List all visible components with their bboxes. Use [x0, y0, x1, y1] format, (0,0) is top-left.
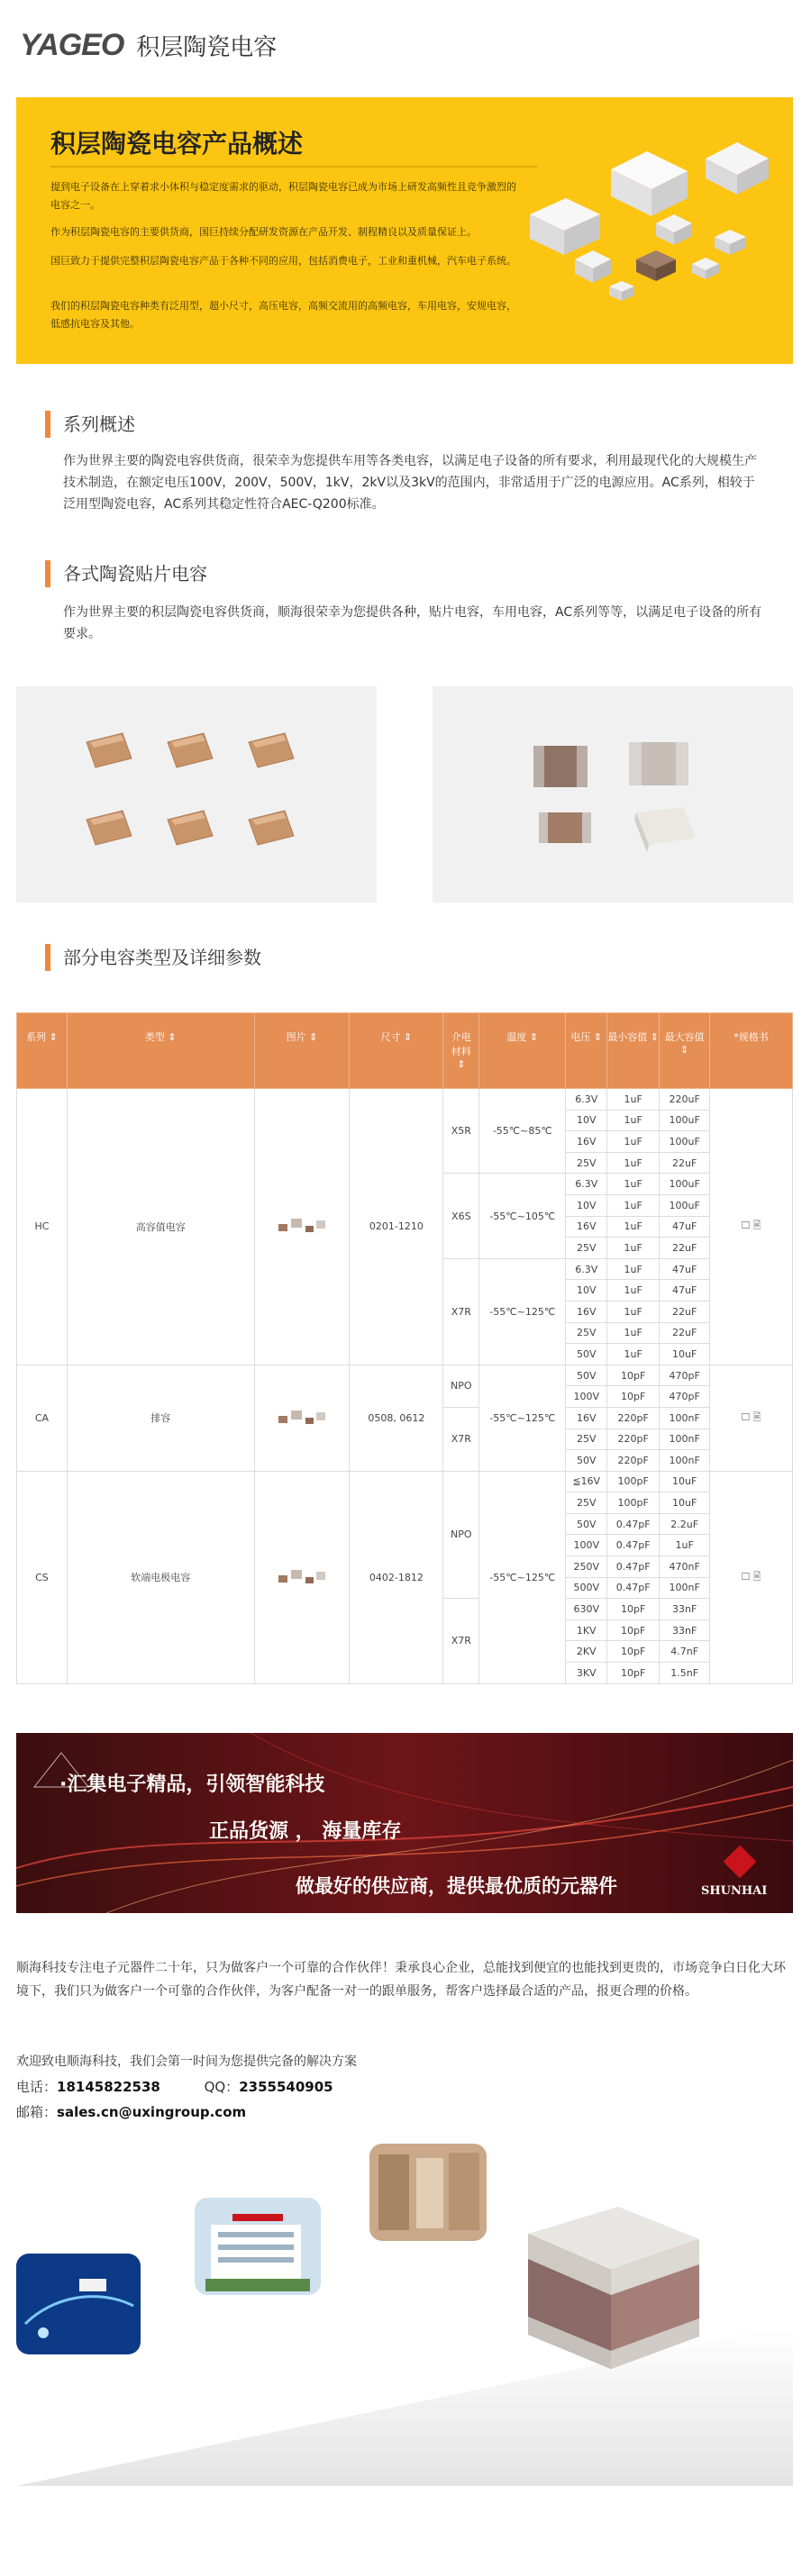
- col-size[interactable]: 尺寸 ⇕: [350, 1013, 443, 1089]
- cell-spec[interactable]: ☐ 🖹: [710, 1089, 793, 1365]
- cell-voltage: 6.3V: [566, 1089, 607, 1111]
- cell-type: 高容值电容: [67, 1089, 254, 1365]
- cell-voltage: 630V: [566, 1599, 607, 1620]
- cell-dielectric: X7R: [443, 1258, 479, 1365]
- cell-voltage: 6.3V: [566, 1258, 607, 1280]
- chip-small: [656, 214, 692, 245]
- cell-max-cap: 22uF: [660, 1322, 710, 1344]
- section-title-smd: 各式陶瓷贴片电容: [45, 560, 207, 587]
- cell-min-cap: 1uF: [607, 1238, 660, 1259]
- cell-min-cap: 10pF: [607, 1641, 660, 1663]
- cell-min-cap: 0.47pF: [607, 1577, 660, 1599]
- chip-grey: [629, 742, 688, 785]
- cell-voltage: 50V: [566, 1365, 607, 1386]
- cell-size: 0201-1210: [350, 1089, 443, 1365]
- cell-max-cap: 100uF: [660, 1194, 710, 1216]
- cell-voltage: 25V: [566, 1152, 607, 1174]
- cell-series: CA: [17, 1365, 68, 1471]
- cell-dielectric: NPO: [443, 1365, 479, 1407]
- cell-voltage: 50V: [566, 1450, 607, 1472]
- cell-min-cap: 1uF: [607, 1089, 660, 1111]
- page-header: [0, 0, 811, 90]
- chip-large: [611, 151, 688, 216]
- capacitor-thumbnail: [275, 1563, 329, 1590]
- cell-max-cap: 22uF: [660, 1301, 710, 1322]
- cell-size: 0402-1812: [350, 1471, 443, 1683]
- cell-image: [254, 1089, 350, 1365]
- cell-voltage: 500V: [566, 1577, 607, 1599]
- section-title-series: 系列概述: [45, 411, 135, 438]
- cell-min-cap: 1uF: [607, 1152, 660, 1174]
- warehouse-photo: [369, 2144, 487, 2241]
- cell-dielectric: X5R: [443, 1089, 479, 1174]
- large-capacitor-image: [528, 2207, 699, 2369]
- cell-min-cap: 0.47pF: [607, 1513, 660, 1535]
- cell-voltage: 16V: [566, 1216, 607, 1238]
- product-photo-right: [433, 686, 793, 903]
- cell-max-cap: 470nF: [660, 1556, 710, 1578]
- cell-max-cap: 10uF: [660, 1492, 710, 1514]
- cell-dielectric: X7R: [443, 1599, 479, 1683]
- chip-brown: [539, 812, 591, 843]
- col-type[interactable]: 类型 ⇕: [67, 1013, 254, 1089]
- header-label: 最大容值: [664, 1031, 705, 1043]
- cell-dielectric: NPO: [443, 1471, 479, 1599]
- cell-min-cap: 1uF: [607, 1110, 660, 1131]
- hero-paragraph: 国巨致力于提供完整积层陶瓷电容产品于各种不同的应用，包括消费电子，工业和重机械，汽车电子系统。: [50, 255, 516, 267]
- header-label: 系列: [26, 1031, 47, 1043]
- cell-voltage: 1KV: [566, 1619, 607, 1641]
- hero-paragraph: 作为积层陶瓷电容的主要供货商，国巨持续分配研发资源在产品开发、制程精良以及质量保证上。: [50, 226, 477, 238]
- cell-dielectric: X6S: [443, 1174, 479, 1258]
- chip-array: [87, 733, 294, 845]
- cell-temp: -55℃~125℃: [479, 1258, 566, 1365]
- phone-line: [16, 2077, 333, 2096]
- cell-min-cap: 1uF: [607, 1322, 660, 1344]
- building-photo: [195, 2198, 321, 2295]
- smd-text: 作为世界主要的积层陶瓷电容供货商，顺海很荣幸为您提供各种，贴片电容，车用电容，AC系列等等，以满足电子设备的所有要求。: [63, 605, 762, 641]
- cell-min-cap: 220pF: [607, 1429, 660, 1450]
- cell-temp: -55℃~125℃: [479, 1471, 566, 1683]
- cell-min-cap: 10pF: [607, 1386, 660, 1408]
- cell-voltage: 16V: [566, 1301, 607, 1322]
- cell-min-cap: 1uF: [607, 1301, 660, 1322]
- chip-small: [575, 250, 611, 283]
- cell-max-cap: 100uF: [660, 1174, 710, 1195]
- cell-temp: -55℃~125℃: [479, 1365, 566, 1471]
- cell-voltage: 6.3V: [566, 1174, 607, 1195]
- col-series[interactable]: 系列 ⇕: [17, 1013, 68, 1089]
- banner-slogan-1: ·汇集电子精品，引领智能科技: [59, 1773, 325, 1796]
- cell-voltage: 16V: [566, 1131, 607, 1153]
- table-row: [17, 1471, 793, 1492]
- header-label: *规格书: [734, 1031, 769, 1043]
- cell-min-cap: 10pF: [607, 1365, 660, 1386]
- cell-dielectric: X7R: [443, 1407, 479, 1471]
- header-label: 温度: [506, 1031, 527, 1043]
- cell-voltage: 50V: [566, 1513, 607, 1535]
- cell-voltage: 10V: [566, 1280, 607, 1302]
- cell-max-cap: 100nF: [660, 1407, 710, 1429]
- phone-number[interactable]: 18145822538: [57, 2079, 160, 2095]
- email-address[interactable]: sales.cn@uxingroup.com: [57, 2104, 247, 2120]
- table-row: [17, 1089, 793, 1111]
- welcome-text: 欢迎致电顺海科技，我们会第一时间为您提供完备的解决方案: [16, 2054, 357, 2069]
- cell-min-cap: 1uF: [607, 1131, 660, 1153]
- email-line: [16, 2102, 246, 2121]
- hero-paragraph: 提到电子设备在上穿着求小体积与稳定度需求的驱动，积层陶瓷电容已成为市场上研发高频性且竞争激烈的电容之一。: [50, 181, 516, 211]
- cell-min-cap: 1uF: [607, 1174, 660, 1195]
- cell-min-cap: 0.47pF: [607, 1535, 660, 1556]
- cell-max-cap: 4.7nF: [660, 1641, 710, 1663]
- cell-min-cap: 10pF: [607, 1619, 660, 1641]
- chip-small: [715, 230, 746, 255]
- header-label: 最小容值: [607, 1031, 648, 1043]
- cell-temp: -55℃~105℃: [479, 1174, 566, 1258]
- cell-series: CS: [17, 1471, 68, 1683]
- cell-size: 0508, 0612: [350, 1365, 443, 1471]
- table-header-row: [17, 1013, 793, 1089]
- col-max-cap[interactable]: 最大容值 ⇕: [660, 1013, 710, 1089]
- cell-min-cap: 1uF: [607, 1194, 660, 1216]
- cell-max-cap: 33nF: [660, 1619, 710, 1641]
- cell-max-cap: 22uF: [660, 1152, 710, 1174]
- cell-max-cap: 1.5nF: [660, 1663, 710, 1684]
- hero-paragraph: 我们的积层陶瓷电容种类有泛用型，超小尺寸，高压电容，高频交流用的高频电容，车用电容，安规电容，低感抗电容及其他。: [50, 300, 516, 330]
- cell-max-cap: 47uF: [660, 1258, 710, 1280]
- col-image[interactable]: 图片 ⇕: [254, 1013, 350, 1089]
- cell-max-cap: 22uF: [660, 1238, 710, 1259]
- cell-voltage: ≦16V: [566, 1471, 607, 1492]
- brand-logo[interactable]: YAGEO: [20, 27, 124, 62]
- cell-max-cap: 100uF: [660, 1131, 710, 1153]
- cell-min-cap: 1uF: [607, 1216, 660, 1238]
- promo-banner[interactable]: [16, 1733, 793, 1913]
- company-collage: [16, 2144, 793, 2486]
- banner-slogan-2: 正品货源 ， 海量库存: [209, 1820, 402, 1843]
- capacitor-thumbnail: [275, 1403, 329, 1430]
- header-label: 类型: [144, 1031, 165, 1043]
- chip-small: [609, 281, 634, 301]
- page-title: 积层陶瓷电容: [136, 33, 278, 61]
- cell-image: [254, 1471, 350, 1683]
- cell-voltage: 25V: [566, 1429, 607, 1450]
- cell-min-cap: 0.47pF: [607, 1556, 660, 1578]
- hero-divider: [50, 166, 537, 168]
- cell-max-cap: 100nF: [660, 1429, 710, 1450]
- hero-panel: [16, 97, 793, 364]
- cell-min-cap: 1uF: [607, 1344, 660, 1365]
- cell-max-cap: 10uF: [660, 1471, 710, 1492]
- series-text: 作为世界主要的陶瓷电容供货商，很荣幸为您提供车用等各类电容，以满足电子设备的所有要求，利用最现代化的大规模生产技术制造，在额定电压100V，200V，500V，1kV，2kV以及3kV的范围内，非常适用于广泛的电源应用。AC系列，相较于泛用型陶瓷电容，AC系列其稳定性符合AEC-Q200标准。: [63, 454, 757, 512]
- cell-spec[interactable]: ☐ 🖹: [710, 1471, 793, 1683]
- cell-max-cap: 470pF: [660, 1386, 710, 1408]
- header-label: 尺寸: [380, 1031, 401, 1043]
- cell-type: 排容: [67, 1365, 254, 1471]
- cell-voltage: 2KV: [566, 1641, 607, 1663]
- qq-number[interactable]: 2355540905: [239, 2079, 333, 2095]
- chip-small: [692, 258, 719, 279]
- col-dielectric[interactable]: 介电材料 ⇕: [443, 1013, 479, 1089]
- table-row: [17, 1365, 793, 1386]
- cell-image: [254, 1365, 350, 1471]
- cell-max-cap: 1uF: [660, 1535, 710, 1556]
- cell-min-cap: 220pF: [607, 1450, 660, 1472]
- capacitor-thumbnail: [275, 1211, 329, 1238]
- chip-medium: [530, 198, 600, 255]
- car-tech-photo: [16, 2254, 141, 2354]
- about-text: 顺海科技专注电子元器件二十年，只为做客户一个可靠的合作伙伴！秉承良心企业，总能找到便宜的也能找到更贵的，市场竞争白日化大环境下，我们只为做客户一个可靠的合作伙伴，为客户配备一对一的跟单服务，帮客户选择最合适的产品，报更合理的价格。: [16, 1961, 786, 1999]
- cell-max-cap: 100nF: [660, 1577, 710, 1599]
- cell-min-cap: 1uF: [607, 1280, 660, 1302]
- cell-voltage: 25V: [566, 1322, 607, 1344]
- chip-brown: [533, 746, 588, 787]
- cell-voltage: 10V: [566, 1110, 607, 1131]
- cell-voltage: 50V: [566, 1344, 607, 1365]
- cell-temp: -55℃~85℃: [479, 1089, 566, 1174]
- header-label: 电压: [570, 1031, 591, 1043]
- banner-slogan-3: 做最好的供应商，提供最优质的元器件: [296, 1875, 617, 1897]
- cell-min-cap: 10pF: [607, 1599, 660, 1620]
- spec-table: [16, 1012, 793, 1684]
- cell-type: 软端电极电容: [67, 1471, 254, 1683]
- cell-max-cap: 47uF: [660, 1216, 710, 1238]
- cell-max-cap: 10uF: [660, 1344, 710, 1365]
- phone-label: 电话：: [16, 2079, 58, 2095]
- cell-max-cap: 100uF: [660, 1110, 710, 1131]
- chip-brown: [636, 250, 676, 281]
- col-temp[interactable]: 温度 ⇕: [479, 1013, 566, 1089]
- cell-voltage: 25V: [566, 1492, 607, 1514]
- cell-voltage: 25V: [566, 1238, 607, 1259]
- cell-max-cap: 100nF: [660, 1450, 710, 1472]
- qq-label: QQ：: [204, 2079, 240, 2095]
- cell-voltage: 250V: [566, 1556, 607, 1578]
- cell-voltage: 100V: [566, 1386, 607, 1408]
- capacitor-cluster-image: [521, 115, 782, 349]
- cell-max-cap: 2.2uF: [660, 1513, 710, 1535]
- cell-min-cap: 10pF: [607, 1663, 660, 1684]
- cell-spec[interactable]: ☐ 🖹: [710, 1365, 793, 1471]
- product-photo-left: [16, 686, 377, 903]
- cell-max-cap: 47uF: [660, 1280, 710, 1302]
- cell-min-cap: 220pF: [607, 1407, 660, 1429]
- cell-max-cap: 33nF: [660, 1599, 710, 1620]
- cell-max-cap: 220uF: [660, 1089, 710, 1111]
- cell-min-cap: 100pF: [607, 1492, 660, 1514]
- cell-min-cap: 1uF: [607, 1258, 660, 1280]
- col-min-cap[interactable]: 最小容值 ⇕: [607, 1013, 660, 1089]
- header-label: 介电材料: [451, 1031, 471, 1057]
- chip-white: [634, 807, 696, 852]
- cell-voltage: 100V: [566, 1535, 607, 1556]
- cell-voltage: 10V: [566, 1194, 607, 1216]
- section-title-params: 部分电容类型及详细参数: [45, 944, 261, 971]
- cell-voltage: 16V: [566, 1407, 607, 1429]
- cell-min-cap: 100pF: [607, 1471, 660, 1492]
- email-label: 邮箱：: [16, 2104, 58, 2120]
- chip-large: [706, 142, 769, 195]
- col-voltage[interactable]: 电压 ⇕: [566, 1013, 607, 1089]
- col-spec[interactable]: [710, 1013, 793, 1089]
- cell-voltage: 3KV: [566, 1663, 607, 1684]
- cell-max-cap: 470pF: [660, 1365, 710, 1386]
- hero-title: 积层陶瓷电容产品概述: [50, 129, 304, 159]
- banner-brand: SHUNHAI: [701, 1884, 768, 1898]
- header-label: 图片: [286, 1031, 306, 1043]
- cell-series: HC: [17, 1089, 68, 1365]
